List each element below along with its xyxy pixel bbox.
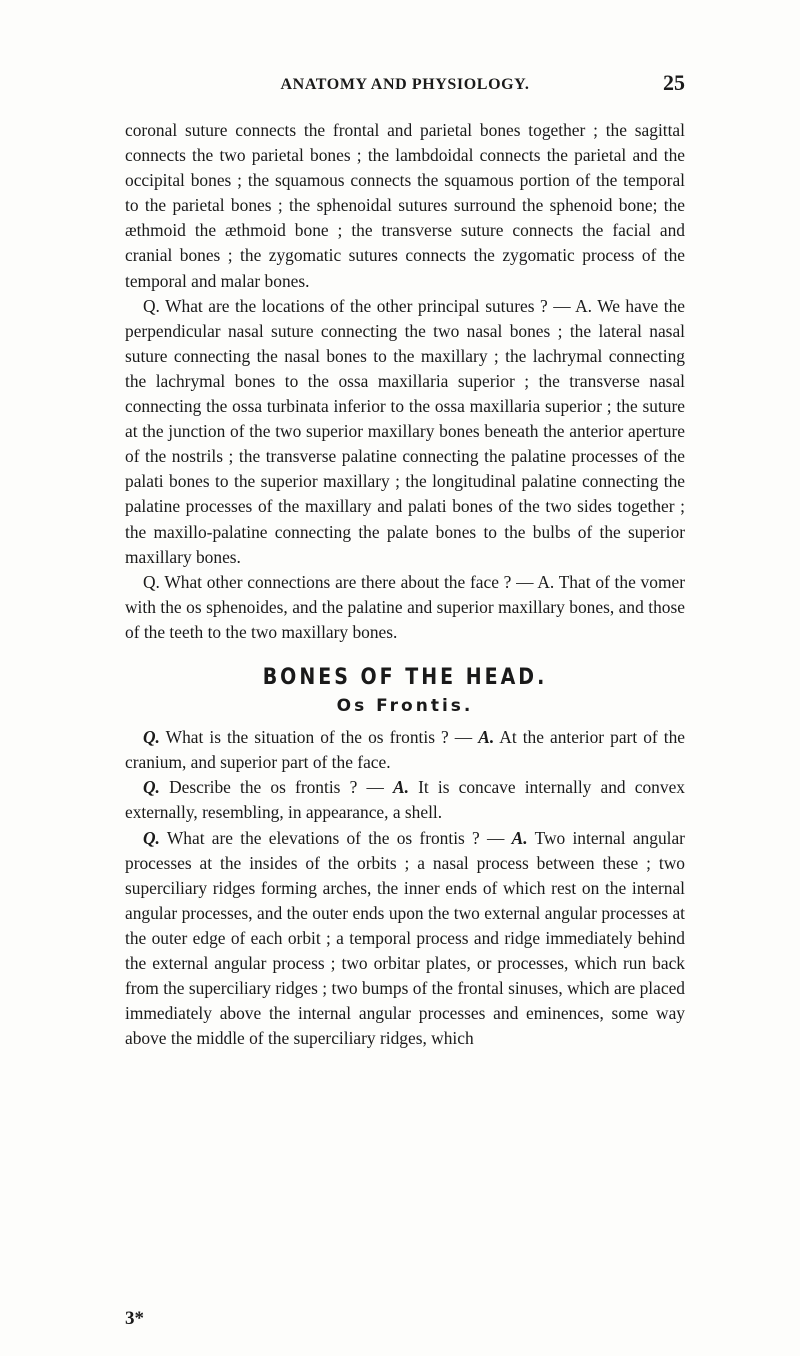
answer-mark: A. [478, 727, 495, 748]
page-number: 25 [663, 70, 685, 95]
answer-text: At the anterior part of the cranium, and superior part of the face. [125, 727, 685, 773]
qa-situation [125, 725, 685, 775]
paragraph-sutures: coronal suture connects the frontal and parietal bones together ; the sagittal connects the two parietal bones ; the lambdoidal connects the parietal and the occipital bones ; the squamous connects the squamous portion of the temporal to the parietal bones ; the sphenoidal sutures surround the sphenoid bone; the æthmoid the æthmoid bone ; the transverse suture connects the facial and cranial bones ; the zygomatic sutures connects the zygomatic process of the temporal and malar bones. [125, 120, 685, 291]
question-text: Describe the os frontis ? — [169, 777, 384, 798]
answer-text: It is concave internally and convex externally, resembling, in appearance, a shell. [125, 777, 685, 823]
question-text: What is the situation of the os frontis ? — [165, 727, 473, 748]
answer-mark: A. [393, 777, 409, 798]
running-title: ANATOMY AND PHYSIOLOGY. [280, 76, 530, 93]
qa-elevations [125, 826, 685, 1052]
question-mark: Q. [143, 727, 160, 748]
running-head [125, 70, 685, 100]
question-text: What are the elevations of the os frontis ? — [166, 827, 505, 848]
question-mark: Q. [143, 827, 160, 848]
paragraph-principal-sutures: Q. What are the locations of the other principal sutures ? — A. We have the perpendicular nasal suture connecting the two nasal bones ; the lateral nasal suture connecting the nasal bones to the maxillary ; the lachrymal connecting the lachrymal bones to the ossa maxillaria superior ; the transverse nasal connecting the ossa turbinata inferior to the ossa maxillaria superior ; the suture at the junction of the two superior maxillary bones beneath the anterior aperture of the nostrils ; the transverse palatine connecting the palatine processes of the palati bones to the superior maxillary ; the longitudinal palatine connecting the palatine processes of the maxillary and palati bones of the two sides together ; the maxillo-palatine connecting the palate bones to the bulbs of the superior maxillary bones. [125, 295, 685, 567]
question-mark: Q. [143, 777, 160, 798]
qa-describe [125, 775, 685, 825]
signature-mark: 3* [125, 1308, 144, 1329]
section-subheading: Os Frontis. [336, 696, 474, 717]
paragraph-face-connections: Q. What other connections are there about the face ? — A. That of the vomer with the os sphenoides, and the palatine and superior maxillary bones, and those of the teeth to the two maxillary bones. [125, 571, 685, 642]
body-text [125, 118, 685, 1051]
answer-text: Two internal angular processes at the insides of the orbits ; a nasal process between these ; two superciliary ridges forming arches, the inner ends of which rest on the internal angular processes, and the outer ends upon the two external angular processes at the outer edge of each orbit ; a temporal process and ridge immediately behind the external angular process ; two orbitar plates, or processes, which run back from the superciliary ridges ; two bumps of the frontal sinuses, which are placed immediately above the internal angular processes and eminences, some way above the middle of the superciliary ridges, which [125, 827, 685, 1049]
answer-mark: A. [511, 827, 528, 848]
section-heading: BONES OF THE HEAD. [262, 664, 548, 690]
